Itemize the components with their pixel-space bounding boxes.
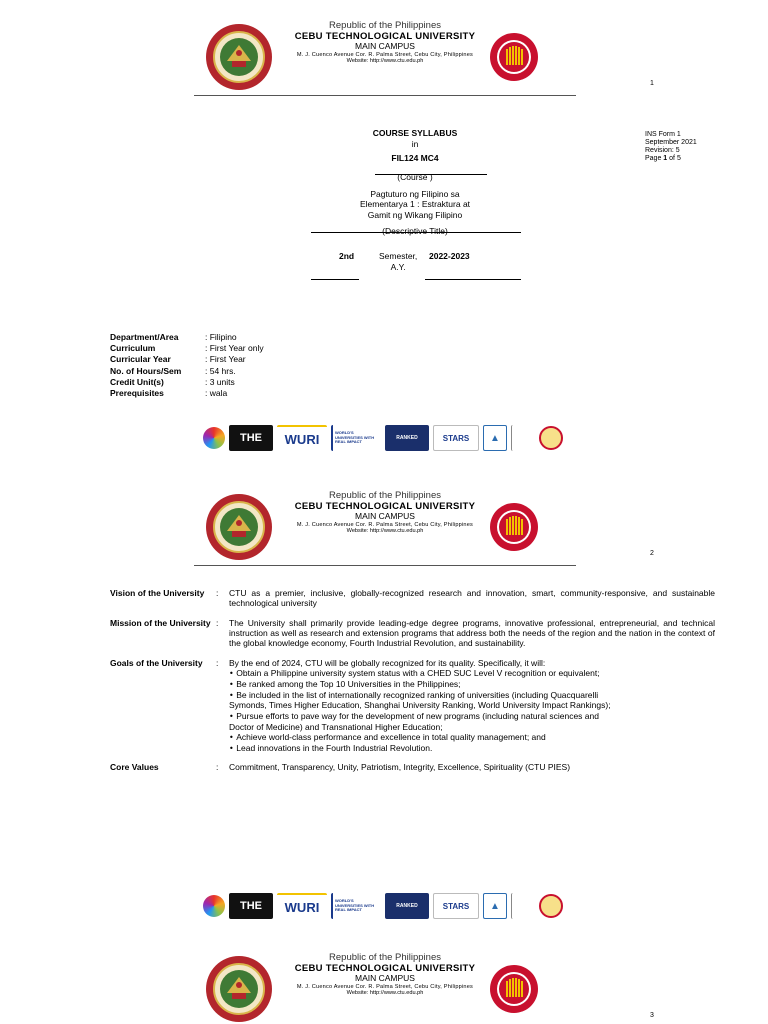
goal-item <box>229 743 615 754</box>
course-label: (Course ) <box>397 171 433 182</box>
letterhead-text <box>270 953 500 996</box>
republic-label: Republic of the Philippines <box>329 20 441 31</box>
bullet-icon: • <box>229 679 237 689</box>
mission-label: Mission of the University <box>110 617 211 628</box>
university-name: CEBU TECHNOLOGICAL UNIVERSITY <box>294 500 476 512</box>
wuri-caption: WORLD'S UNIVERSITIES WITH REAL IMPACT <box>331 425 381 451</box>
website: Website: http://www.ctu.edu.ph <box>346 528 424 535</box>
republic-label: Republic of the Philippines <box>329 952 441 963</box>
stars-logo <box>433 425 479 451</box>
campus-name: MAIN CAMPUS <box>355 973 415 984</box>
letterhead-text <box>270 21 500 64</box>
goals-list <box>229 668 615 753</box>
bullet-icon: • <box>229 732 237 742</box>
website: Website: http://www.ctu.edu.ph <box>346 58 424 65</box>
iso-cert-icon <box>511 425 535 451</box>
vision-mission-goals <box>110 588 715 782</box>
info-value: : 54 hrs. <box>205 365 236 376</box>
course-rule <box>375 174 487 175</box>
descriptive-title-line: Gamit ng Wikang Filipino <box>367 209 463 220</box>
stars-text: STARS <box>442 433 470 443</box>
goal-item <box>229 679 615 690</box>
descriptive-title-line: Pagtuturo ng Filipino sa <box>370 188 460 199</box>
bullet-icon: • <box>229 743 237 753</box>
page-of-prefix: Page <box>645 155 664 163</box>
syllabus-page-1 <box>0 0 768 470</box>
school-year <box>429 251 470 261</box>
sdg-wheel-icon <box>203 427 225 449</box>
mission-row <box>110 618 715 649</box>
bullet-icon: • <box>229 690 237 700</box>
cert-seal-icon <box>539 894 563 918</box>
page-of-current: 1 <box>663 155 668 163</box>
page-number: 3 <box>650 1012 654 1019</box>
header-rule <box>194 565 576 566</box>
website: Website: http://www.ctu.edu.ph <box>346 990 424 997</box>
republic-label: Republic of the Philippines <box>329 490 441 501</box>
bullet-icon: • <box>229 669 237 679</box>
wuri-text: WURI <box>284 899 320 915</box>
ranked-logo <box>385 425 429 451</box>
semester-number: 2nd <box>339 251 355 261</box>
semester-text: Semester, <box>379 251 418 261</box>
page-of-line <box>645 155 697 163</box>
stars-logo <box>433 893 479 919</box>
vision-row <box>110 588 715 609</box>
info-row <box>110 388 264 399</box>
info-label: Department/Area <box>110 332 179 342</box>
university-seal-icon <box>205 23 273 91</box>
page-number: 2 <box>650 550 654 557</box>
letterhead-text <box>270 491 500 534</box>
asean-emblem-icon <box>489 964 539 1014</box>
university-name: CEBU TECHNOLOGICAL UNIVERSITY <box>294 962 476 974</box>
mission-text: The University shall primarily provide leading-edge degree programs, innovative professional, entrepreneurial, and technical instruction as well as research and extension programs that address both the needs of the region and the nation in the context of the global knowledge economy, Fourth Industrial Revolution, and sustainability. <box>229 617 715 649</box>
info-label: No. of Hours/Sem <box>110 365 182 376</box>
goal-item <box>229 732 615 743</box>
colon: : <box>216 588 219 598</box>
wuri-logo <box>277 425 327 451</box>
asean-emblem-icon <box>489 32 539 82</box>
goals-row <box>110 658 715 754</box>
page-number: 1 <box>650 80 654 87</box>
in-label: in <box>411 138 419 149</box>
address: M. J. Cuenco Avenue Cor. R. Palma Street, Cebu City, Philippines <box>296 521 474 528</box>
sdg-wheel-icon <box>203 895 225 917</box>
info-value: : First Year <box>205 354 246 365</box>
the-text: THE <box>240 900 262 912</box>
stars-text: STARS <box>442 901 470 911</box>
university-name: CEBU TECHNOLOGICAL UNIVERSITY <box>294 30 476 42</box>
address: M. J. Cuenco Avenue Cor. R. Palma Street, Cebu City, Philippines <box>296 51 474 58</box>
goals-text <box>229 658 715 754</box>
ins-form-line: Revision: 5 <box>645 147 680 155</box>
campus-name: MAIN CAMPUS <box>355 41 415 52</box>
info-label: Credit Unit(s) <box>110 376 164 387</box>
info-row <box>110 377 264 388</box>
info-value: : wala <box>205 388 228 399</box>
goal-item <box>229 690 615 711</box>
cert-seal-icon <box>539 426 563 450</box>
letterhead <box>0 950 768 1024</box>
wuri-caption: WORLD'S UNIVERSITIES WITH REAL IMPACT <box>331 893 381 919</box>
descriptive-title-line: Elementarya 1 : Estraktura at <box>359 199 471 210</box>
page-of-total: 5 <box>676 155 681 163</box>
semester-rule <box>311 279 359 280</box>
bullet-icon: • <box>229 711 237 721</box>
info-row <box>110 354 264 365</box>
info-label: Curriculum <box>110 343 156 354</box>
tuv-cert-icon: ▲ <box>483 425 507 451</box>
page-of-middle: of <box>667 155 677 163</box>
goal-item <box>229 711 615 732</box>
colon: : <box>216 617 219 628</box>
info-value: : 3 units <box>205 376 235 387</box>
wuri-text: WURI <box>284 431 320 447</box>
goal-text: Achieve world-class performance and excellence in total quality management; and <box>236 731 546 742</box>
accreditation-logos <box>203 892 565 920</box>
semester-label <box>379 251 417 272</box>
info-value: : First Year only <box>205 343 264 354</box>
letterhead <box>0 488 768 568</box>
info-label: Curricular Year <box>110 354 171 365</box>
goal-item <box>229 668 615 679</box>
address: M. J. Cuenco Avenue Cor. R. Palma Street, Cebu City, Philippines <box>296 983 474 990</box>
vision-text: CTU as a premier, inclusive, globally-recognized research and innovation, smart, community-responsive, and sustainable technological university <box>229 588 715 609</box>
ins-form-line: September 2021 <box>645 139 697 147</box>
accreditation-logos <box>203 424 565 452</box>
info-row <box>110 343 264 354</box>
goal-text: Be ranked among the Top 10 Universities in the Philippines; <box>236 678 461 689</box>
tuv-cert-icon: ▲ <box>483 893 507 919</box>
course-code: FIL124 MC4 <box>391 153 439 164</box>
goal-text: Lead innovations in the Fourth Industrial Revolution. <box>236 742 433 753</box>
asean-emblem-icon <box>489 502 539 552</box>
info-value: : Filipino <box>205 332 237 342</box>
the-ranking-logo <box>229 893 273 919</box>
syllabus-page-2 <box>0 470 768 930</box>
goals-label: Goals of the University <box>110 657 203 668</box>
school-year-value: 2022-2023 <box>429 251 470 261</box>
letterhead <box>0 18 768 98</box>
university-seal-icon <box>205 955 273 1023</box>
university-seal-icon <box>205 493 273 561</box>
goal-text: Pursue efforts to pave way for the development of new programs (including natural sciences and Doctor of Medicine) and Transnational Higher Education; <box>229 710 599 732</box>
colon: : <box>216 762 219 773</box>
syllabus-title: COURSE SYLLABUS <box>372 128 458 138</box>
campus-name: MAIN CAMPUS <box>355 511 415 522</box>
goal-text: Obtain a Philippine university system status with a CHED SUC Level V recognition or equivalent; <box>236 668 600 679</box>
ranked-text: RANKED <box>396 903 418 909</box>
vision-label: Vision of the University <box>110 588 205 598</box>
the-text: THE <box>240 432 262 444</box>
info-row <box>110 332 264 343</box>
course-info <box>110 332 264 399</box>
wuri-logo <box>277 893 327 919</box>
core-values-text: Commitment, Transparency, Unity, Patriotism, Integrity, Excellence, Spirituality (CTU PIES) <box>229 762 571 773</box>
ay-text: A.Y. <box>390 261 406 272</box>
colon: : <box>216 657 219 668</box>
descriptive-label: (Descriptive Title) <box>382 226 448 237</box>
ranked-logo <box>385 893 429 919</box>
info-row <box>110 366 264 377</box>
info-label: Prerequisites <box>110 388 164 399</box>
core-values-label: Core Values <box>110 762 159 773</box>
iso-cert-icon <box>511 893 535 919</box>
course-title-block <box>310 128 520 237</box>
ins-form-line: INS Form 1 <box>645 131 681 138</box>
core-values-row <box>110 762 715 772</box>
semester-value <box>339 251 354 261</box>
ranked-text: RANKED <box>396 435 418 441</box>
descriptive-rule <box>311 232 521 233</box>
year-rule <box>425 279 521 280</box>
the-ranking-logo <box>229 425 273 451</box>
syllabus-page-3 <box>0 945 768 1024</box>
goal-text: Be included in the list of internationally recognized ranking of universities (including Quacquarelli Symonds, Times Higher Education, Shanghai University Ranking, World University Impact Rankings); <box>229 689 611 711</box>
header-rule <box>194 95 576 96</box>
ins-form-box <box>645 131 697 163</box>
goals-intro: By the end of 2024, CTU will be globally recognized for its quality. Specifically, it will: <box>229 657 546 668</box>
